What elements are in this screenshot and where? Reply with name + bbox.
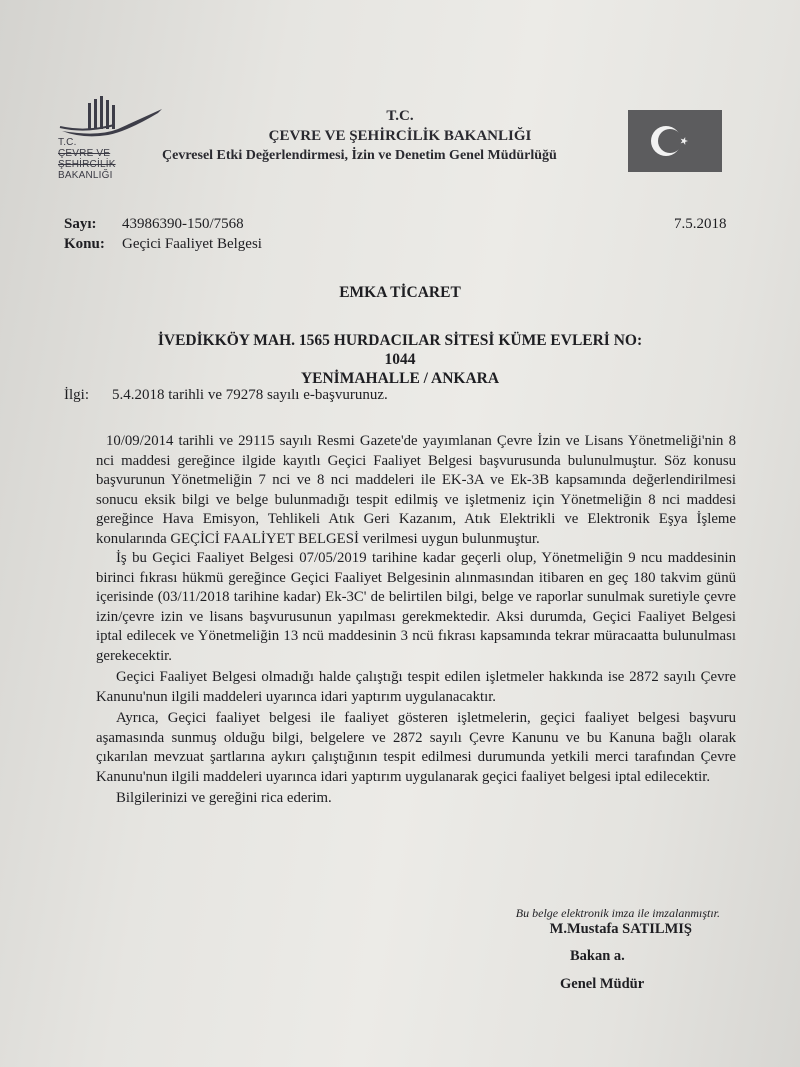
konu-label: Konu: <box>64 236 105 252</box>
signatory-title2: Genel Müdür <box>560 976 645 992</box>
header-directorate: Çevresel Etki Değerlendirmesi, İzin ve Denetim Genel Müdürlüğü <box>162 148 557 163</box>
sayi-label: Sayı: <box>64 216 97 232</box>
header-tc: T.C. <box>386 108 414 124</box>
body-paragraph: Ayrıca, Geçici faaliyet belgesi ile faaliyet gösteren işletmelerin, geçici faaliyet belgesi başvuru aşamasında sunmuş olduğu bilgi, belgelere ve 2872 sayılı Çevre Kanunu ve bu Kanuna bağlı olarak çıkarılan mevzuat şartlarına aykırı çalıştığının tespit edilmesi durumunda yetkili merci tarafından Çevre Kanunu'nun ilgili maddeleri uyarınca idari yaptırım uygulanarak geçici faaliyet belgesi iptal edilecektir. <box>96 710 736 785</box>
body-paragraph: Bilgilerinizi ve gereğini rica ederim. <box>116 790 332 806</box>
ilgi-row <box>64 387 388 404</box>
recipient-address-line2: 1044 <box>384 351 416 368</box>
sayi-value: 43986390-150/7568 <box>122 216 244 232</box>
letter-body <box>96 432 736 809</box>
signatory-title1: Bakan a. <box>570 948 625 964</box>
e-signature-note: Bu belge elektronik imza ile imzalanmıştır. <box>515 906 720 920</box>
konu-row <box>64 236 262 253</box>
logo-text-line: ÇEVRE VE ŞEHİRCİLİK <box>58 148 116 170</box>
ilgi-label: İlgi: <box>64 387 89 403</box>
logo-text-line: BAKANLIĞI <box>58 170 113 181</box>
body-paragraph: Geçici Faaliyet Belgesi olmadığı halde çalıştığı tespit edilen işletmeler hakkında ise 2872 sayılı Çevre Kanunu'nun ilgili maddeleri uyarınca idari yaptırım uygulanacaktır. <box>96 669 736 705</box>
signatory-name: M.Mustafa SATILMIŞ <box>549 921 692 937</box>
body-paragraph: 10/09/2014 tarihli ve 29115 sayılı Resmi Gazete'de yayımlanan Çevre İzin ve Lisans Yönetmeliği'nin 8 nci maddesi gereğince ilgide kayıtlı Geçici Faaliyet Belgesi başvurusunda bulunulmuştur. Söz konusu başvurunun Yönetmeliğin 7 nci ve 8 nci maddeleri ile EK-3A ve Ek-3B kapsamında değerlendirilmesi sonucu eksik bilgi ve belge bulunmadığı tespit edilmiş ve işletmeniz için Yönetmeliğin 8 nci maddesi gereğince Hava Emisyon, Tehlikeli Atık Geri Kazanım, Atık Elektrikli ve Elektronik Eşya İşleme konularında GEÇİCİ FAALİYET BELGESİ verilmesi uygun bulunmuştur. <box>96 433 736 547</box>
sayi-row <box>64 216 244 233</box>
body-paragraph: İş bu Geçici Faaliyet Belgesi 07/05/2019 tarihine kadar geçerli olup, Yönetmeliğin 9 ncu maddesinin birinci fıkrası hükmü gereğince Geçici Faaliyet Belgesinin alınmasından itibaren en geç 180 takvim günü içerisinde (03/11/2018 tarihine kadar) Ek-3C' de belirtilen bilgi, belge ve raporlar sunulmak suretiyle çevre izin/çevre izin ve lisans başvurusunun yapılması gerekmektedir. Aksi durumda, Geçici Faaliyet Belgesi iptal edilecek ve Yönetmeliğin 13 ncü maddesinin 3 ncü fıkrası kapsamında tekrar müracaatta bulunulması gerekecektir. <box>96 550 736 664</box>
header-ministry: ÇEVRE VE ŞEHİRCİLİK BAKANLIĞI <box>268 128 532 144</box>
ilgi-value: 5.4.2018 tarihli ve 79278 sayılı e-başvurunuz. <box>112 387 388 403</box>
recipient-address-line1: İVEDİKKÖY MAH. 1565 HURDACILAR SİTESİ KÜME EVLERİ NO: <box>157 332 643 349</box>
crescent-star-icon <box>628 110 722 172</box>
turkish-flag <box>628 110 722 172</box>
recipient-address-line3: YENİMAHALLE / ANKARA <box>300 370 500 387</box>
konu-value: Geçici Faaliyet Belgesi <box>122 236 262 252</box>
recipient-name: EMKA TİCARET <box>339 284 461 301</box>
document-date: 7.5.2018 <box>674 216 727 232</box>
logo-text-line: T.C. <box>58 137 77 148</box>
